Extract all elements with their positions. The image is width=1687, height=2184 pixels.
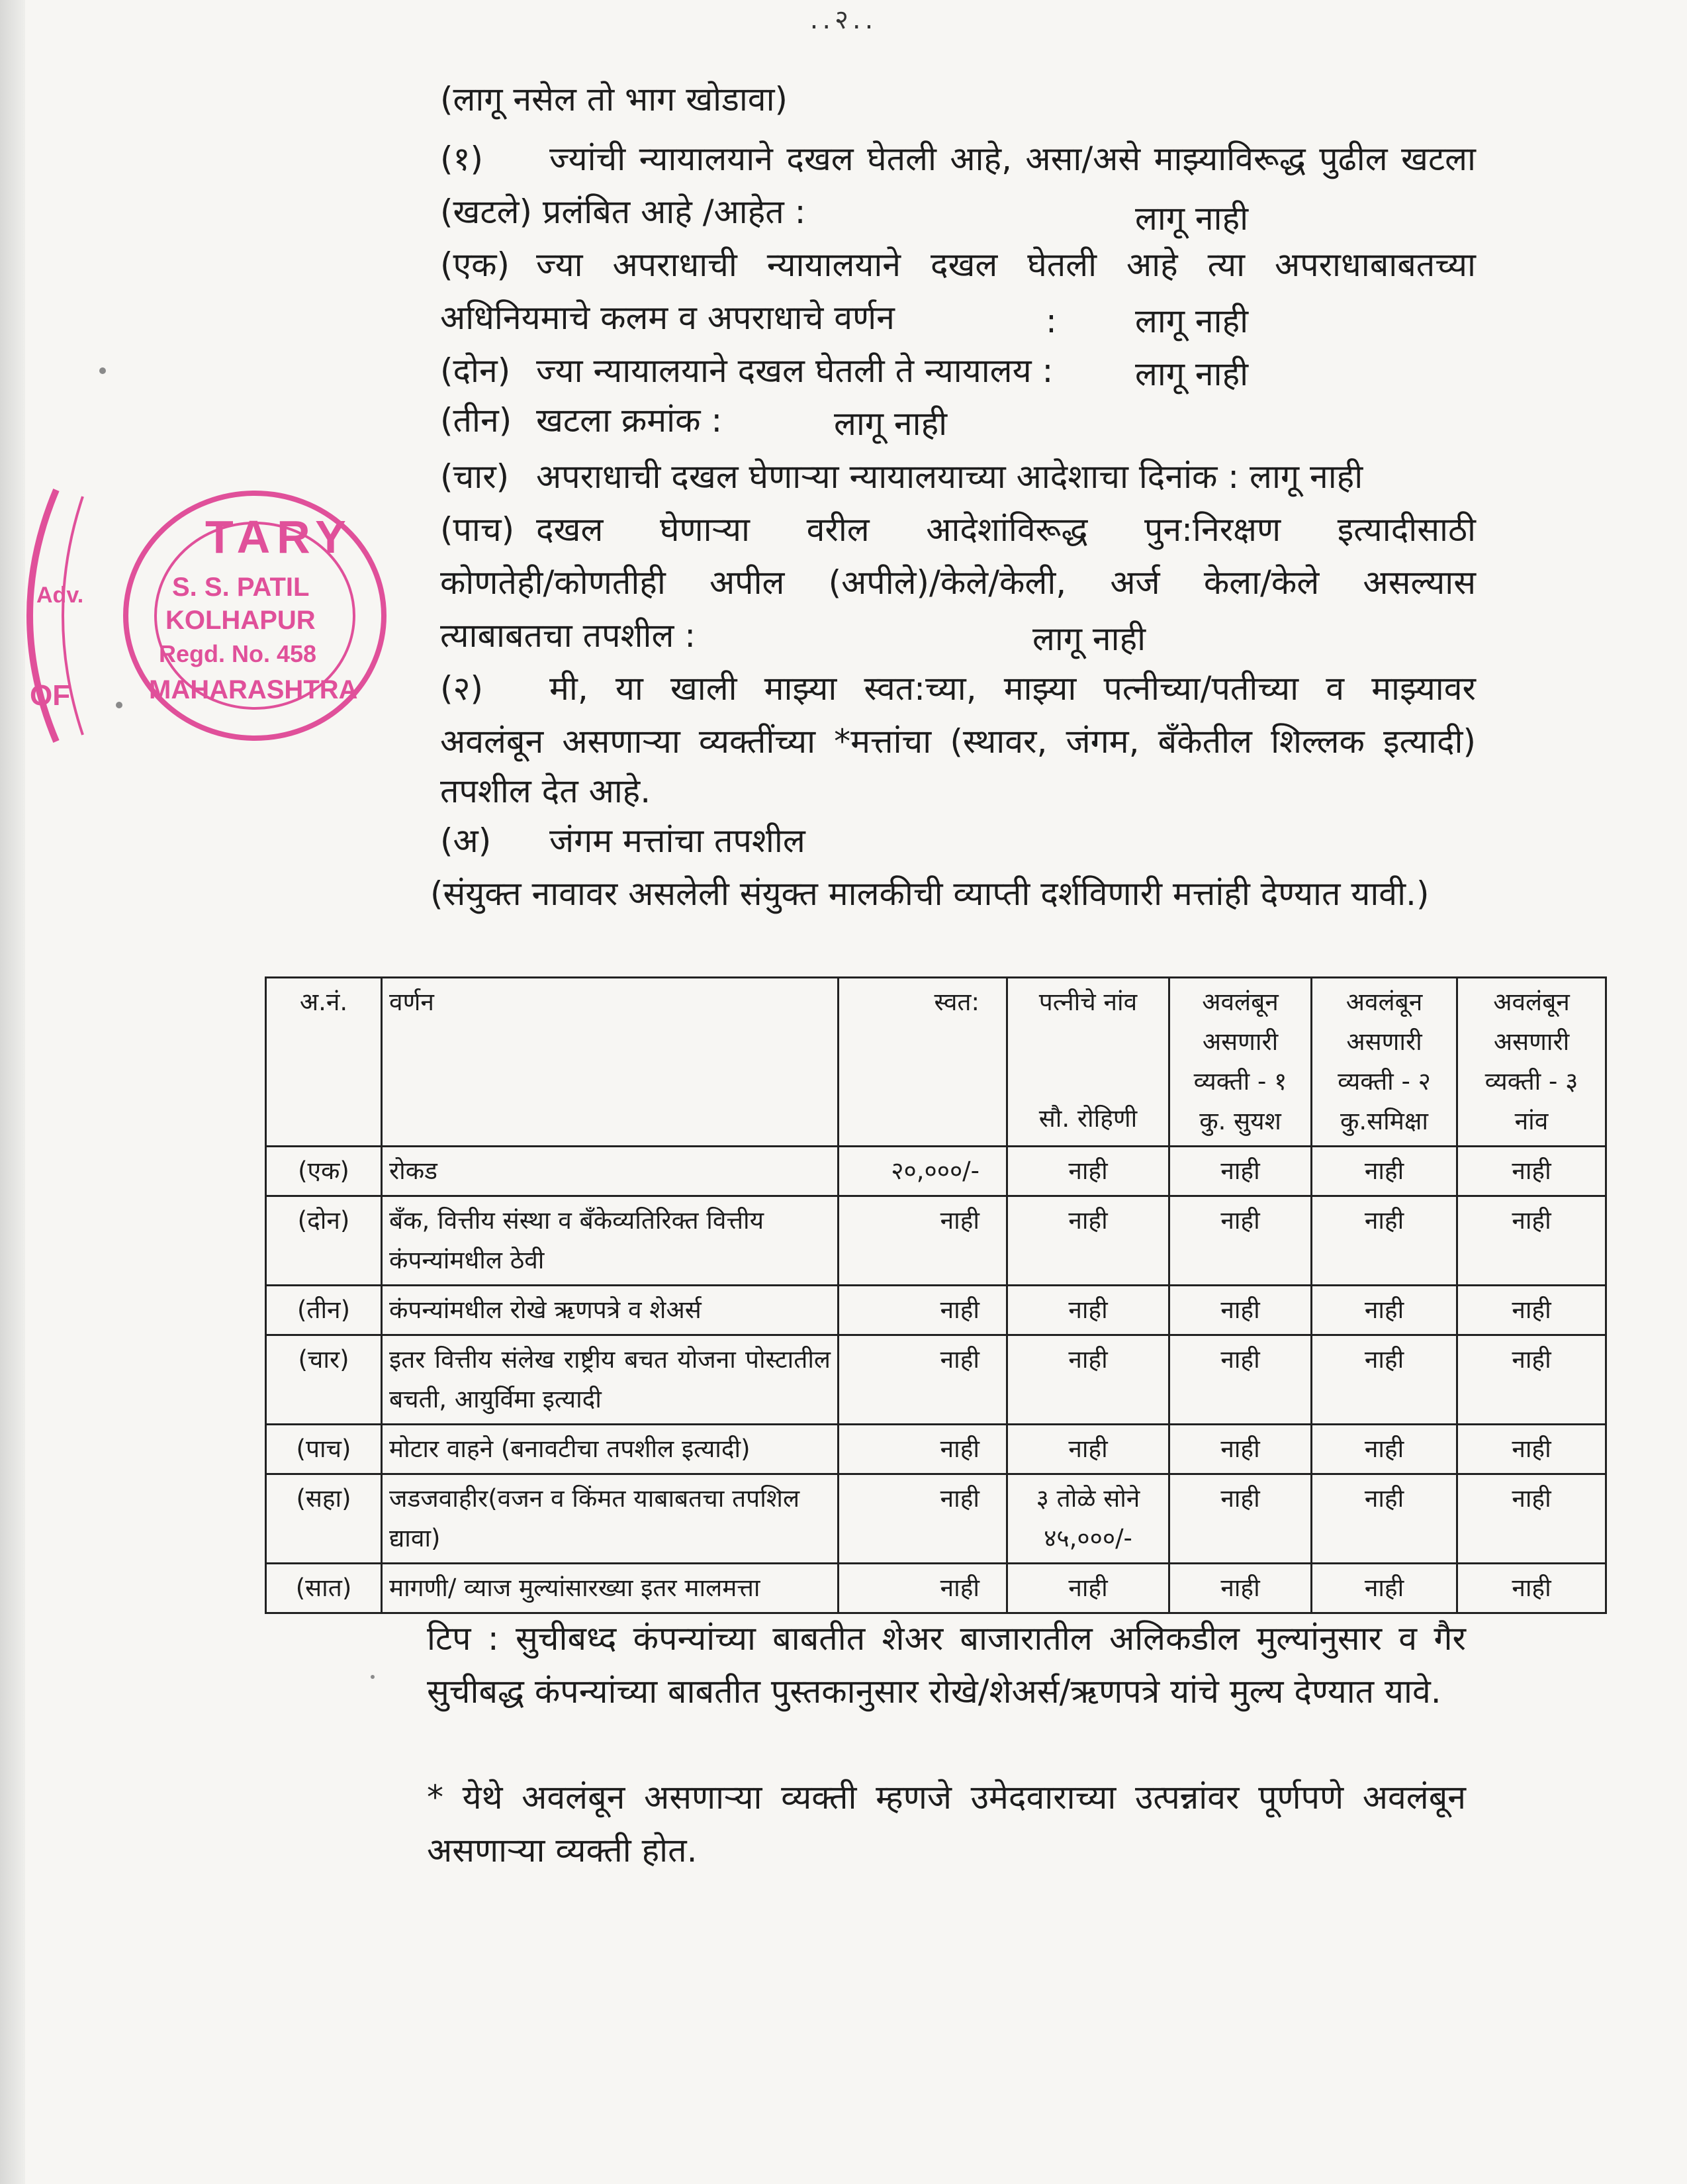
cell-self: नाही — [839, 1425, 1007, 1474]
cell-dep2: नाही — [1312, 1335, 1457, 1425]
cell-dep2: नाही — [1312, 1474, 1457, 1564]
cell-sr: (तीन) — [266, 1286, 382, 1335]
cell-dep3: नाही — [1457, 1564, 1606, 1613]
cell-sr: (दोन) — [266, 1196, 382, 1286]
header-dep3 — [1457, 978, 1606, 1147]
cell-dep2: नाही — [1312, 1425, 1457, 1474]
item-teen-label: (तीन) — [440, 401, 512, 440]
sub-a-text: जंगम मत्तांचा तपशील — [549, 822, 805, 860]
cell-sr: (चार) — [266, 1335, 382, 1425]
table-row — [266, 1564, 1606, 1613]
intro-instruction: (लागू नसेल तो भाग खोडावा) — [440, 80, 788, 119]
item-don-text: ज्या न्यायालयाने दखल घेतली ते न्यायालय : — [536, 352, 1054, 390]
section-1-line-1: ज्यांची न्यायालयाने दखल घेतली आहे, असा/असे माझ्याविरूद्ध पुढील खटला — [549, 140, 1476, 178]
cell-spouse: नाही — [1007, 1564, 1169, 1613]
cell-self: नाही — [839, 1196, 1007, 1286]
header-dep1-name: कु. सुयश — [1199, 1107, 1281, 1135]
sub-a-label: (अ) — [440, 822, 492, 860]
item-don-label: (दोन) — [440, 352, 511, 390]
item-ek-colon: : — [1046, 302, 1057, 340]
cell-desc: कंपन्यांमधील रोखे ऋणपत्रे व शेअर्स — [382, 1286, 839, 1335]
tip-line-2: सुचीबद्ध कंपन्यांच्या बाबतीत पुस्तकानुसार रोखे/शेअर्स/ऋणपत्रे यांचे मुल्य देण्यात यावे. — [427, 1672, 1441, 1711]
cell-spouse: नाही — [1007, 1147, 1169, 1196]
section-1-value: लागू नाही — [1135, 199, 1249, 238]
header-sr: अ.नं. — [266, 978, 382, 1147]
stamp-city: KOLHAPUR — [165, 606, 316, 635]
section-2-line-2: अवलंबून असणाऱ्या व्यक्तींच्या *मत्तांचा (स्थावर, जंगम, बँकेतील शिल्लक इत्यादी) — [440, 722, 1476, 761]
cell-desc: रोकड — [382, 1147, 839, 1196]
cell-dep3: नाही — [1457, 1425, 1606, 1474]
item-teen-value: लागू नाही — [834, 404, 948, 443]
cell-dep1: नाही — [1169, 1335, 1312, 1425]
item-pach-line-1: दखल घेणाऱ्या वरील आदेशांविरूद्ध पुन:निरक्षण इत्यादीसाठी — [536, 510, 1476, 549]
header-self: स्वत: — [839, 978, 1007, 1147]
header-spouse-name: सौ. रोहिणी — [1038, 1104, 1138, 1133]
stamp-name: S. S. PATIL — [172, 573, 310, 602]
header-dep2-title: अवलंबून असणारी व्यक्ती - २ — [1338, 988, 1431, 1096]
header-spouse — [1007, 978, 1169, 1147]
cell-dep1: नाही — [1169, 1564, 1312, 1613]
stamp-reg: Regd. No. 458 — [159, 640, 317, 667]
page-number: ..२.. — [809, 5, 878, 35]
cell-dep1: नाही — [1169, 1196, 1312, 1286]
header-desc: वर्णन — [382, 978, 839, 1147]
cell-self: २०,०००/- — [839, 1147, 1007, 1196]
cell-sr: (सहा) — [266, 1474, 382, 1564]
table-row — [266, 1147, 1606, 1196]
item-pach-label: (पाच) — [440, 510, 515, 549]
table-row — [266, 1425, 1606, 1474]
item-don-value: लागू नाही — [1135, 355, 1249, 393]
section-2-line-1: मी, या खाली माझ्या स्वत:च्या, माझ्या पत्नीच्या/पतीच्या व माझ्यावर — [549, 669, 1476, 708]
cell-self: नाही — [839, 1335, 1007, 1425]
cell-dep2: नाही — [1312, 1564, 1457, 1613]
section-1-number: (१) — [440, 140, 484, 178]
item-teen-text: खटला क्रमांक : — [536, 401, 723, 440]
stamp-left-fragment-2: OF — [30, 679, 71, 712]
cell-dep3: नाही — [1457, 1286, 1606, 1335]
cell-desc: बँक, वित्तीय संस्था व बँकेव्यतिरिक्त वित्तीय कंपन्यांमधील ठेवी — [382, 1196, 839, 1286]
item-ek-label: (एक) — [440, 246, 510, 284]
cell-dep2: नाही — [1312, 1147, 1457, 1196]
footnote-line-1: * येथे अवलंबून असणाऱ्या व्यक्ती म्हणजे उमेदवाराच्या उत्पन्नांवर पूर्णपणे अवलंबून — [427, 1778, 1466, 1817]
cell-dep1: नाही — [1169, 1474, 1312, 1564]
item-ek-line-2: अधिनियमाचे कलम व अपराधाचे वर्णन — [440, 299, 895, 337]
table-row — [266, 1196, 1606, 1286]
header-dep1 — [1169, 978, 1312, 1147]
header-dep1-title: अवलंबून असणारी व्यक्ती - १ — [1193, 988, 1287, 1096]
cell-sr: (एक) — [266, 1147, 382, 1196]
cell-desc: इतर वित्तीय संलेख राष्ट्रीय बचत योजना पोस्टातील बचती, आयुर्विमा इत्यादी — [382, 1335, 839, 1425]
cell-desc: जडजवाहीर(वजन व किंमत याबाबतचा तपशिल द्यावा) — [382, 1474, 839, 1564]
item-char-text: अपराधाची दखल घेणाऱ्या न्यायालयाच्या आदेशाचा दिनांक : लागू नाही — [536, 457, 1363, 496]
item-pach-line-3: त्याबाबतचा तपशील : — [440, 616, 696, 655]
punch-mark — [371, 1675, 375, 1679]
header-dep2-name: कु.समिक्षा — [1340, 1107, 1428, 1135]
tip-line-1: टिप : सुचीबध्द कंपन्यांच्या बाबतीत शेअर बाजारातील अलिकडील मुल्यांनुसार व गैर — [427, 1619, 1466, 1658]
table-row — [266, 1474, 1606, 1564]
cell-self: नाही — [839, 1474, 1007, 1564]
item-ek-line-1: ज्या अपराधाची न्यायालयाने दखल घेतली आहे त्या अपराधाबाबतच्या — [536, 246, 1476, 284]
movable-assets-table — [265, 976, 1607, 1614]
cell-spouse: ३ तोळे सोने ४५,०००/- — [1007, 1474, 1169, 1564]
cell-dep1: नाही — [1169, 1286, 1312, 1335]
table-header-row — [266, 978, 1606, 1147]
joint-ownership-note: (संयुक्त नावावर असलेली संयुक्त मालकीची व्याप्ती दर्शविणारी मत्तांही देण्यात यावी.) — [430, 875, 1430, 913]
cell-spouse: नाही — [1007, 1196, 1169, 1286]
cell-dep1: नाही — [1169, 1147, 1312, 1196]
header-dep3-title: अवलंबून असणारी व्यक्ती - ३ — [1484, 988, 1578, 1096]
cell-sr: (सात) — [266, 1564, 382, 1613]
cell-spouse: नाही — [1007, 1335, 1169, 1425]
stamp-top-text: TARY — [205, 511, 353, 563]
stamp-left-fragment-1: Adv. — [36, 583, 84, 608]
page-edge-shadow — [0, 0, 25, 2184]
cell-dep3: नाही — [1457, 1335, 1606, 1425]
cell-self: नाही — [839, 1286, 1007, 1335]
table-row — [266, 1286, 1606, 1335]
section-1-line-2: (खटले) प्रलंबित आहे /आहेत : — [440, 193, 806, 231]
notary-stamp — [17, 477, 387, 755]
cell-dep2: नाही — [1312, 1196, 1457, 1286]
footnote-line-2: असणाऱ्या व्यक्ती होत. — [427, 1831, 698, 1870]
punch-mark — [99, 367, 106, 374]
cell-spouse: नाही — [1007, 1286, 1169, 1335]
table-row — [266, 1335, 1606, 1425]
stamp-state: MAHARASHTRA — [149, 675, 358, 704]
header-spouse-title: पत्नीचे नांव — [1038, 988, 1138, 1016]
section-2-line-3: तपशील देत आहे. — [440, 772, 651, 810]
header-dep2 — [1312, 978, 1457, 1147]
item-ek-value: लागू नाही — [1135, 302, 1249, 340]
cell-dep3: नाही — [1457, 1196, 1606, 1286]
item-pach-value: लागू नाही — [1032, 620, 1146, 658]
cell-dep1: नाही — [1169, 1425, 1312, 1474]
cell-spouse: नाही — [1007, 1425, 1169, 1474]
item-pach-line-2: कोणतेही/कोणतीही अपील (अपीले)/केले/केली, अर्ज केला/केले असल्यास — [440, 563, 1476, 602]
cell-self: नाही — [839, 1564, 1007, 1613]
cell-dep2: नाही — [1312, 1286, 1457, 1335]
item-char-label: (चार) — [440, 457, 510, 496]
cell-desc: मागणी/ व्याज मुल्यांसारख्या इतर मालमत्ता — [382, 1564, 839, 1613]
cell-desc: मोटार वाहने (बनावटीचा तपशील इत्यादी) — [382, 1425, 839, 1474]
cell-dep3: नाही — [1457, 1474, 1606, 1564]
section-2-number: (२) — [440, 669, 484, 708]
cell-dep3: नाही — [1457, 1147, 1606, 1196]
cell-sr: (पाच) — [266, 1425, 382, 1474]
header-dep3-name: नांव — [1514, 1107, 1549, 1135]
